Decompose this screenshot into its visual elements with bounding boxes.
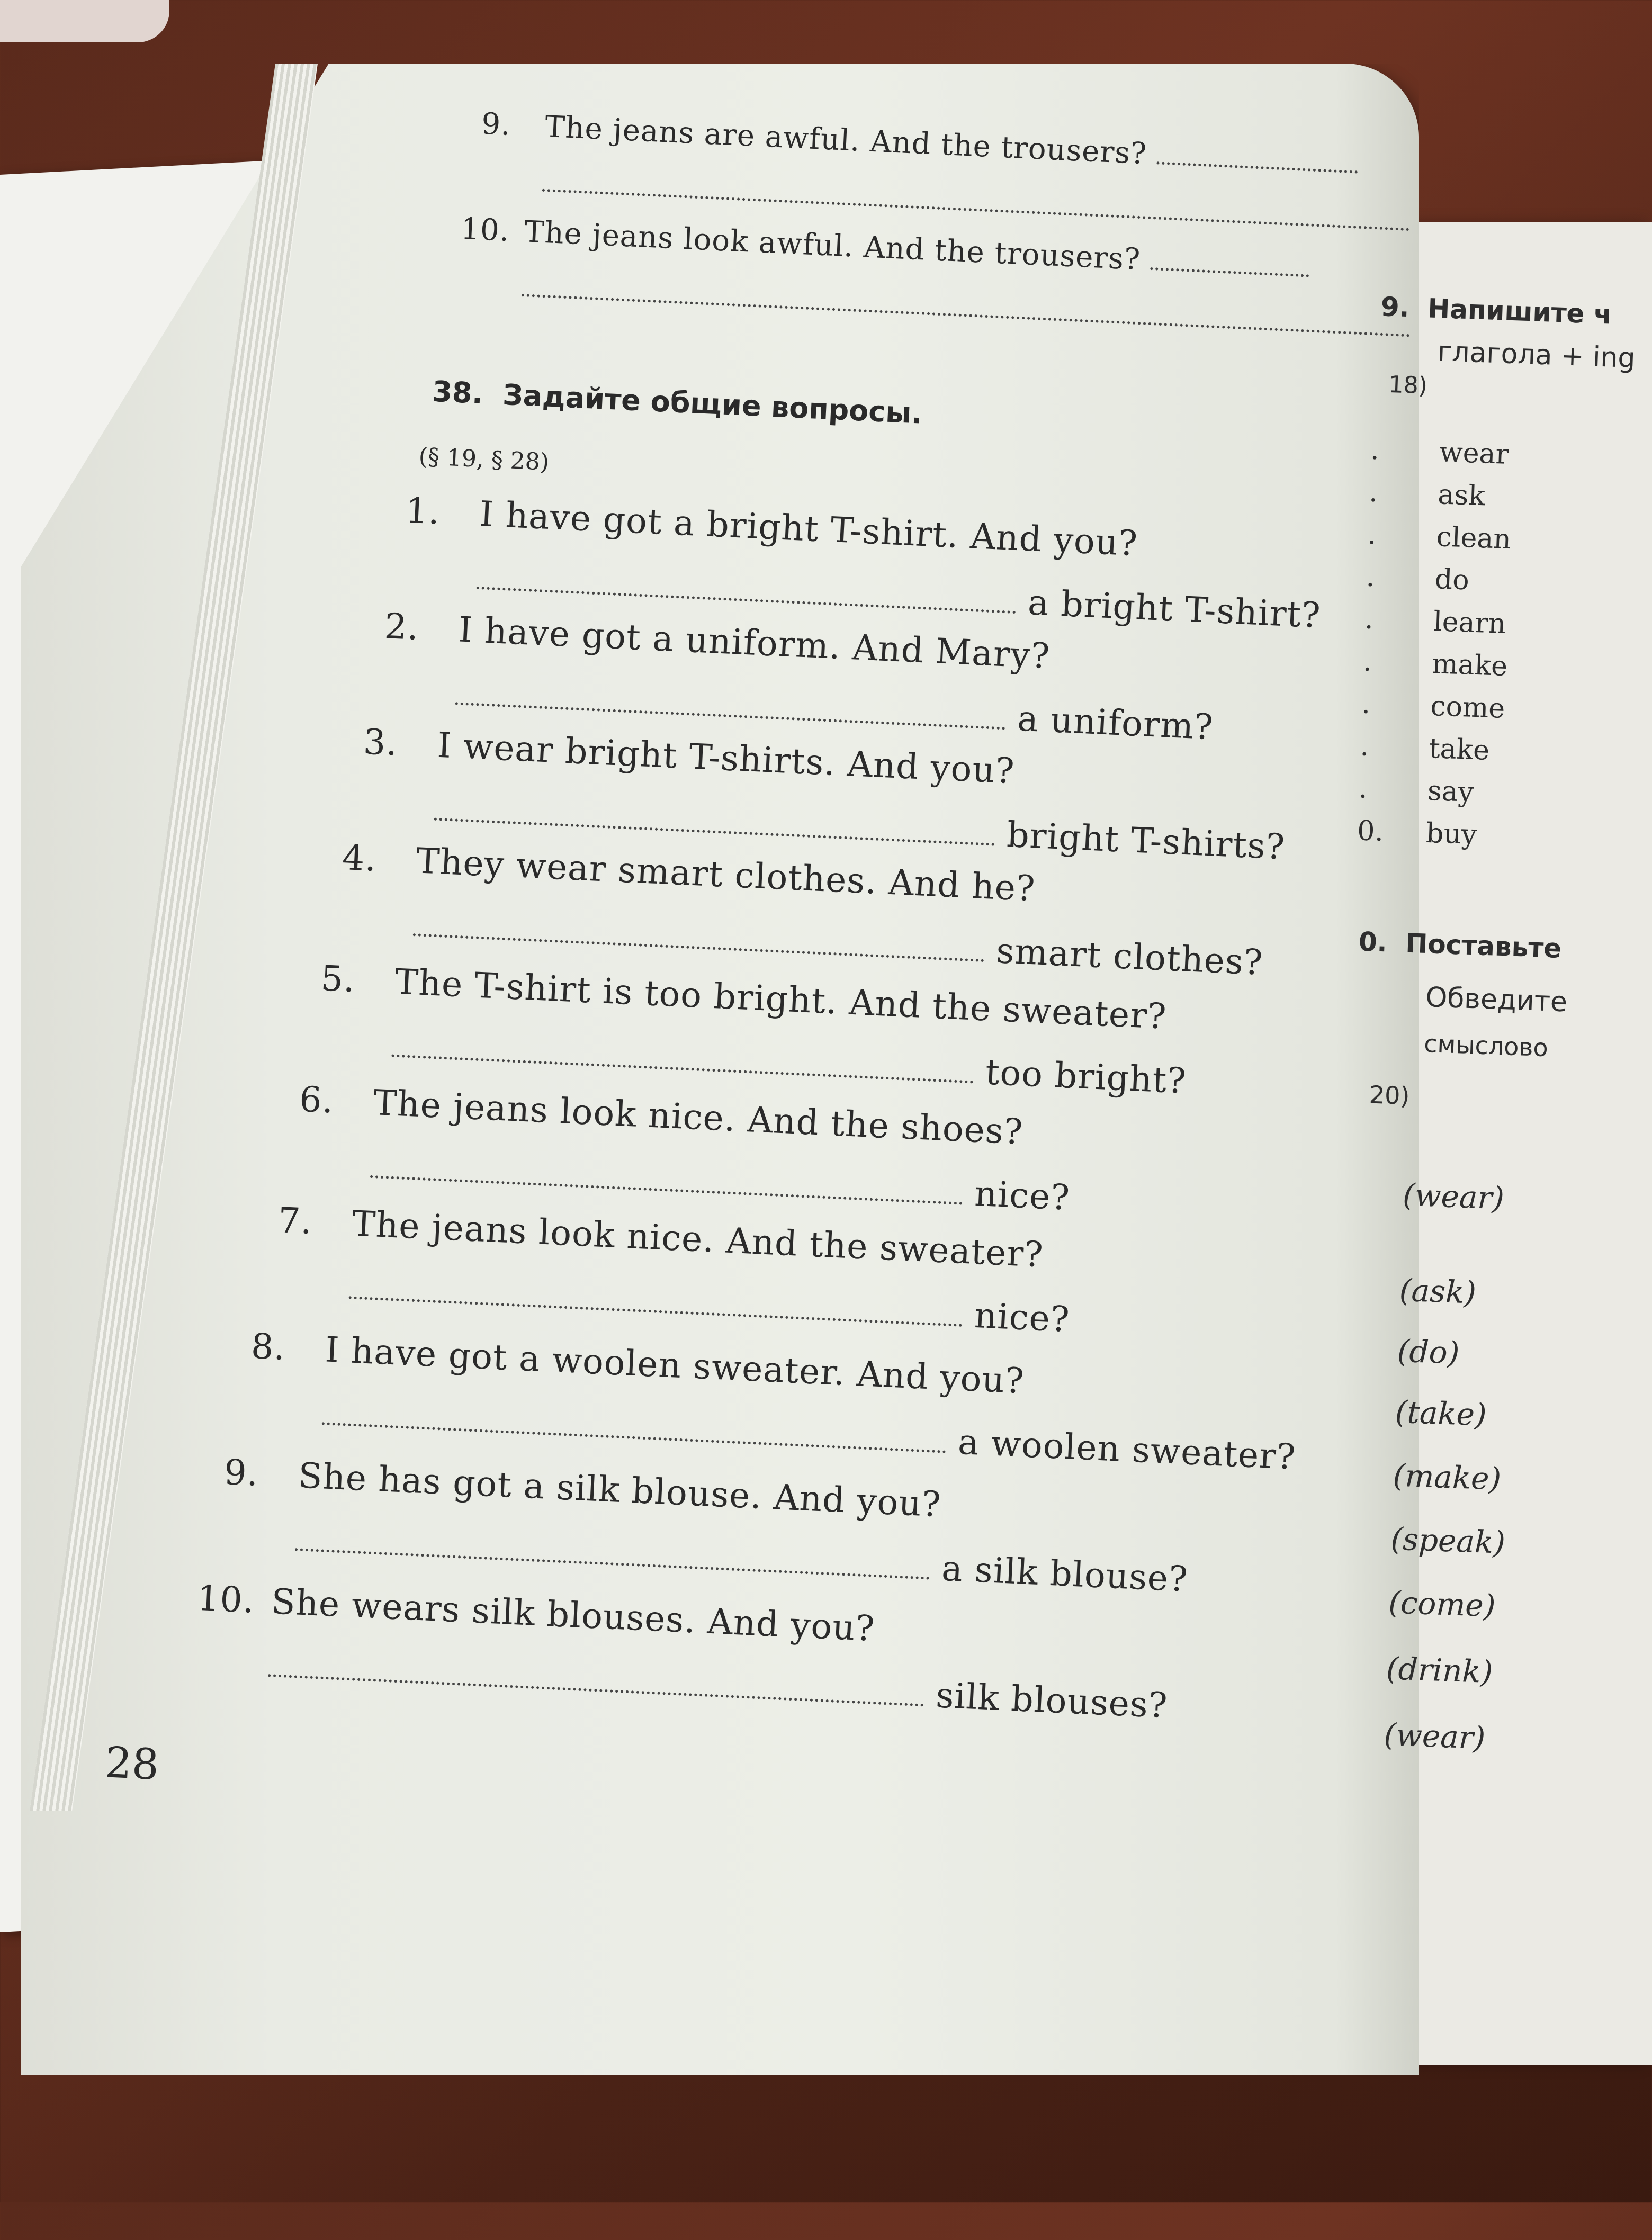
answer-line-2: a uniform? [455, 672, 1214, 748]
question-9: 9. She has got a silk blouse. And you? [223, 1452, 942, 1525]
exercise-10-line3: смыслово [1423, 1029, 1549, 1063]
answer-blank[interactable] [322, 1401, 947, 1453]
paragraph-reference: (§ 19, § 28) [418, 443, 550, 476]
question-6: 6. The jeans look nice. And the shoes? [298, 1078, 1024, 1153]
word-item: . learn [1364, 603, 1506, 640]
answer-blank[interactable] [370, 1154, 964, 1205]
question-2: 2. I have got a uniform. And Mary? [383, 606, 1051, 677]
verb-hint: (ask) [1398, 1272, 1477, 1311]
exercise-10-title: 0. Поставьте [1358, 926, 1563, 964]
answer-line-8: a woolen sweater? [321, 1392, 1297, 1477]
answer-line-7: nice? [348, 1266, 1071, 1340]
word-item: . take [1359, 730, 1491, 767]
answer-line-1: a bright T-shirt? [476, 557, 1322, 636]
page-number: 28 [104, 1738, 160, 1789]
exercise-9-title: 9. Напишите ч [1380, 291, 1613, 330]
exercise-9-subtitle: глагола + ing [1436, 336, 1636, 375]
answer-line-9: a silk blouse? [294, 1518, 1189, 1599]
answer-blank [1150, 246, 1310, 277]
verb-hint: (wear) [1383, 1716, 1486, 1756]
exercise-10-line2: Обведите [1425, 982, 1568, 1019]
word-item: 0. buy [1357, 815, 1478, 851]
exercise-9-ref: 18) [1388, 371, 1428, 400]
answer-blank[interactable] [477, 565, 1017, 614]
verb-hint: (take) [1394, 1393, 1487, 1433]
word-item: . say [1358, 772, 1475, 808]
question-5: 5. The T-shirt is too bright. And the sweater? [320, 958, 1168, 1037]
word-item: . make [1362, 645, 1508, 683]
answer-blank[interactable] [455, 681, 1007, 730]
word-item: . do [1366, 561, 1470, 597]
prev-item-9: 9. The jeans are awful. And the trousers? [481, 106, 1359, 181]
verb-hint: (drink) [1385, 1650, 1494, 1690]
answer-blank[interactable] [268, 1653, 925, 1706]
question-4: 4. They wear smart clothes. And he? [341, 836, 1037, 910]
exercise-10-ref: 20) [1369, 1080, 1411, 1111]
verb-hint: (wear) [1402, 1176, 1505, 1217]
word-item: . come [1361, 688, 1506, 725]
verb-hint: (come) [1388, 1584, 1496, 1624]
word-item: . ask [1368, 476, 1486, 512]
word-item: . wear [1370, 434, 1510, 471]
prev-item-10: 10. The jeans look awful. And the trousers? [460, 212, 1310, 285]
verb-hint: (do) [1396, 1333, 1460, 1371]
question-3: 3. I wear bright T-shirts. And you? [362, 721, 1016, 792]
exercise-title: 38. Задайте общие вопросы. [432, 374, 923, 430]
answer-blank[interactable] [349, 1275, 964, 1327]
answer-blank[interactable] [295, 1527, 931, 1579]
question-10: 10. She wears silk blouses. And you? [196, 1577, 876, 1649]
verb-hint: (speak) [1390, 1521, 1506, 1561]
answer-line-6: nice? [370, 1146, 1071, 1218]
verb-hint: (make) [1392, 1457, 1502, 1497]
answer-line-3: bright T-shirts? [434, 788, 1286, 868]
answer-line-4: smart clothes? [412, 904, 1264, 983]
answer-blank [1156, 140, 1359, 173]
answer-line-10: silk blouses? [267, 1644, 1169, 1726]
question-7: 7. The jeans look nice. And the sweater? [277, 1200, 1045, 1275]
answer-line-5: too bright? [391, 1025, 1187, 1102]
question-8: 8. I have got a woolen sweater. And you? [250, 1326, 1026, 1402]
answer-blank[interactable] [434, 797, 996, 846]
answer-blank[interactable] [413, 912, 985, 962]
answer-blank[interactable] [391, 1033, 974, 1084]
word-item: . clean [1367, 518, 1512, 556]
question-1: 1. I have got a bright T-shirt. And you? [405, 490, 1139, 564]
